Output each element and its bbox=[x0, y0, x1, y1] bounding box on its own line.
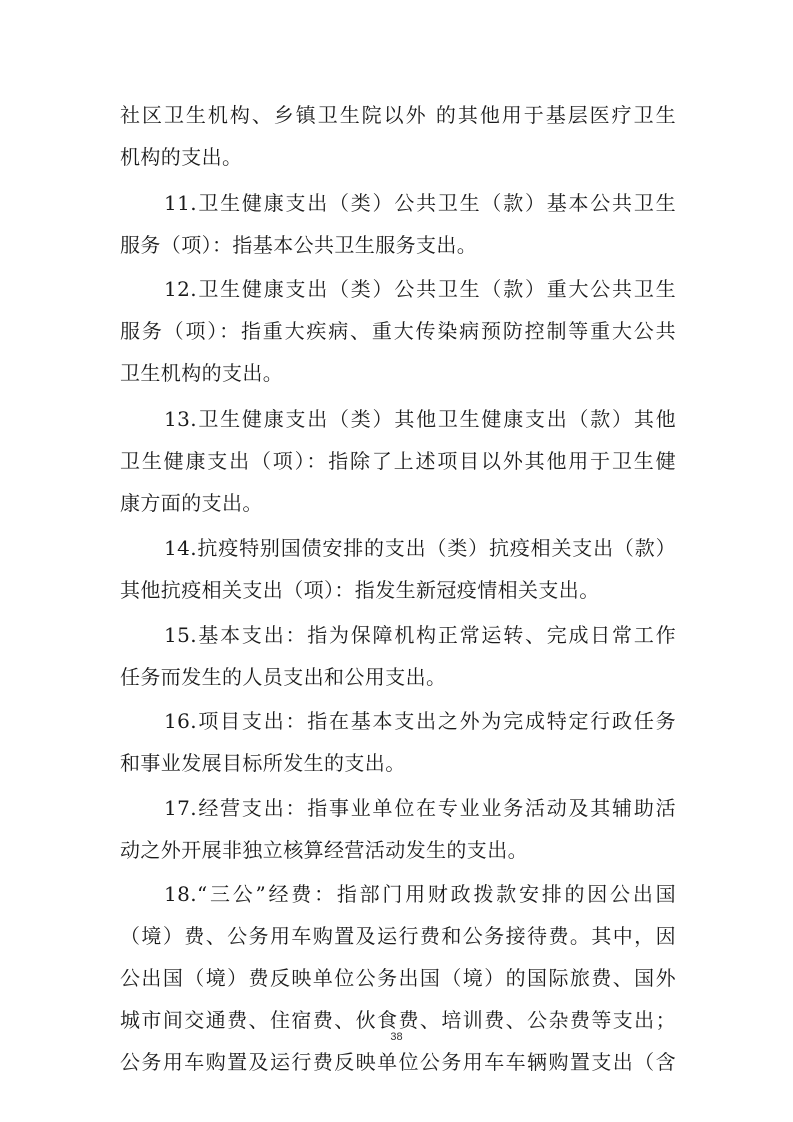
page-number: 38 bbox=[390, 1031, 403, 1043]
text-line: 12.卫生健康支出（类）公共卫生（款）重大公共卫生 bbox=[164, 277, 676, 301]
text-line: 18.“三公”经费：指部门用财政拨款安排的因公出国 bbox=[164, 882, 676, 906]
text-line: 16.项目支出：指在基本支出之外为完成特定行政任务 bbox=[164, 709, 676, 733]
text-line: 卫生健康支出（项）：指除了上述项目以外其他用于卫生健 bbox=[120, 449, 676, 473]
text-line: （境）费、公务用车购置及运行费和公务接待费。其中，因 bbox=[120, 924, 676, 948]
text-line: 城市间交通费、住宿费、伙食费、培训费、公杂费等支出； bbox=[120, 1008, 676, 1032]
text-line: 服务（项）：指重大疾病、重大传染病预防控制等重大公共 bbox=[120, 319, 676, 343]
text-line: 11.卫生健康支出（类）公共卫生（款）基本公共卫生 bbox=[164, 191, 676, 215]
text-line: 社区卫生机构、乡镇卫生院以外 的其他用于基层医疗卫生 bbox=[120, 103, 676, 127]
text-line: 机构的支出。 bbox=[120, 145, 243, 169]
text-line: 卫生机构的支出。 bbox=[120, 361, 284, 385]
text-line: 任务而发生的人员支出和公用支出。 bbox=[120, 665, 447, 689]
text-line: 和事业发展目标所发生的支出。 bbox=[120, 751, 406, 775]
text-line: 15.基本支出：指为保障机构正常运转、完成日常工作 bbox=[164, 623, 676, 647]
text-line: 公出国（境）费反映单位公务出国（境）的国际旅费、国外 bbox=[120, 966, 676, 990]
text-line: 17.经营支出：指事业单位在专业业务活动及其辅助活 bbox=[164, 796, 676, 820]
text-line: 14.抗疫特别国债安排的支出（类）抗疫相关支出（款） bbox=[164, 536, 676, 560]
text-line: 13.卫生健康支出（类）其他卫生健康支出（款）其他 bbox=[164, 407, 676, 431]
text-line: 公务用车购置及运行费反映单位公务用车车辆购置支出（含 bbox=[120, 1050, 676, 1074]
text-line: 康方面的支出。 bbox=[120, 491, 263, 515]
text-line: 动之外开展非独立核算经营活动发生的支出。 bbox=[120, 838, 528, 862]
text-line: 服务（项）：指基本公共卫生服务支出。 bbox=[120, 233, 478, 257]
text-line: 其他抗疫相关支出（项）：指发生新冠疫情相关支出。 bbox=[120, 578, 600, 602]
